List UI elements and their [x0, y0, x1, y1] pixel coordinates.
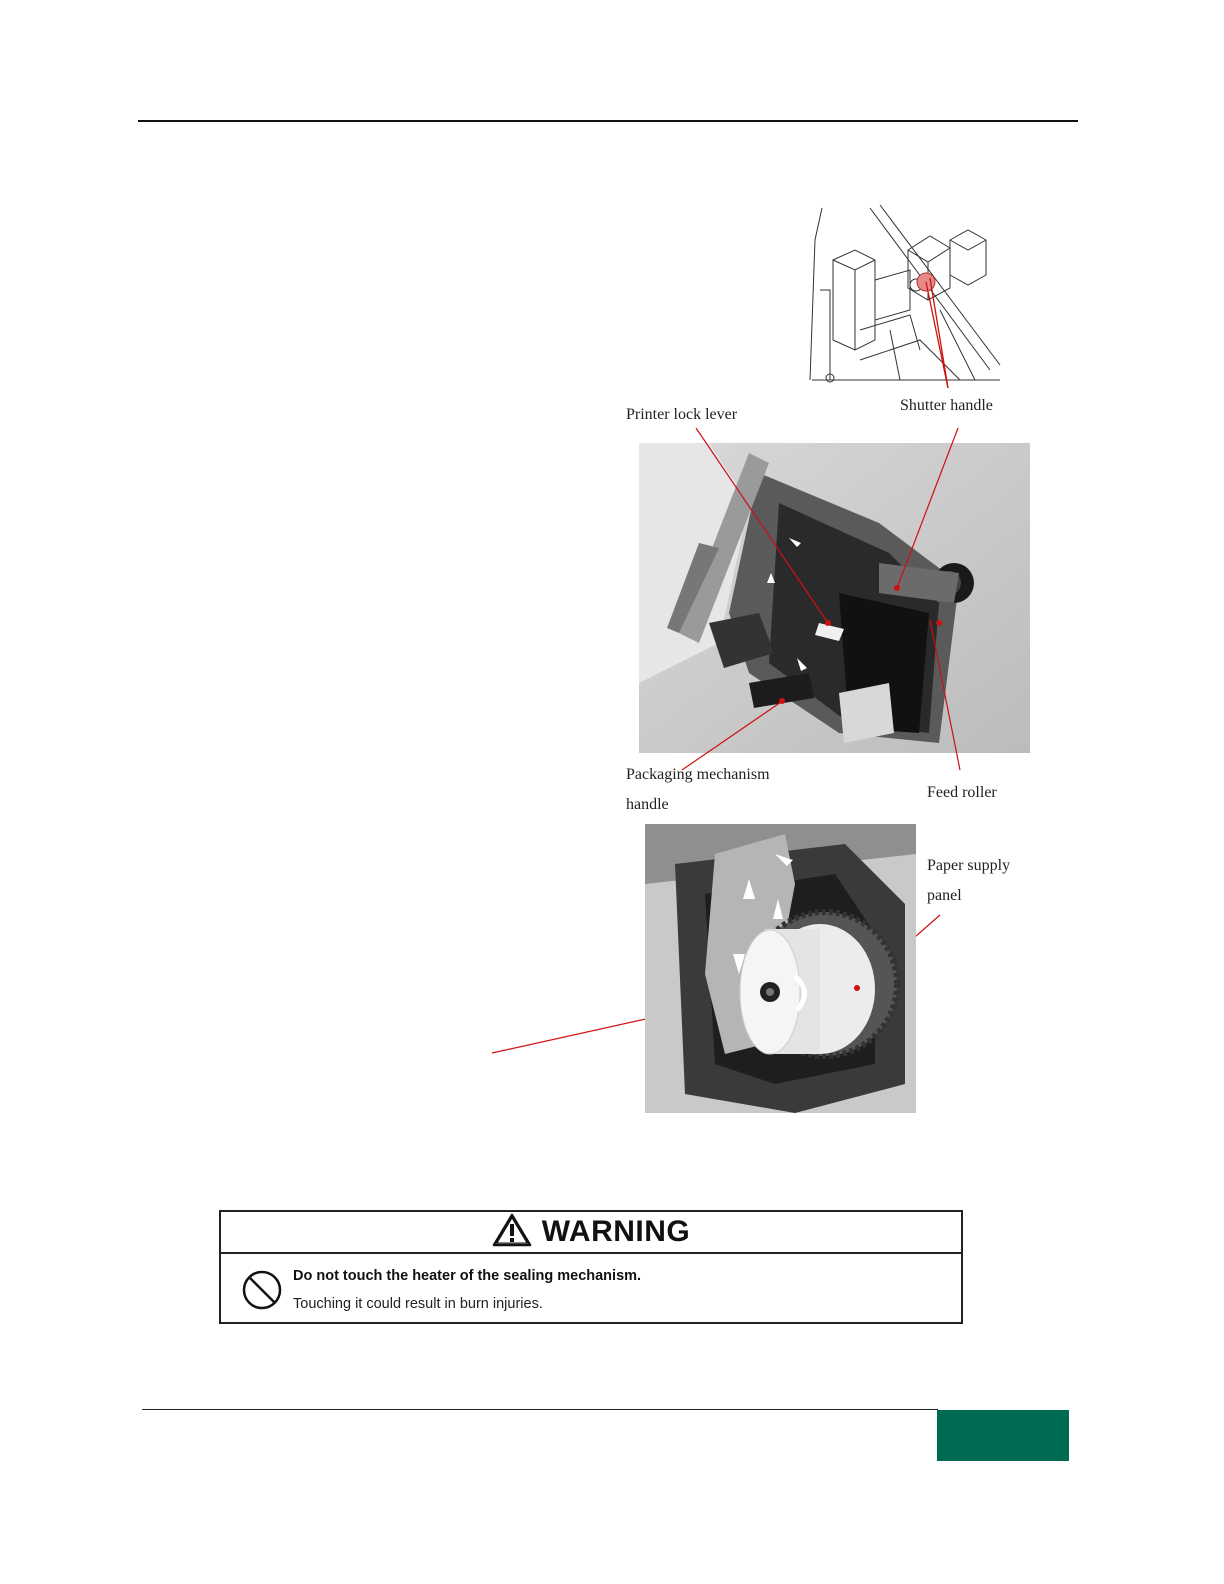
warning-header — [221, 1212, 961, 1254]
no-entry-icon — [241, 1269, 283, 1316]
packaging-mechanism-handle-label-1: Packaging mechanism — [626, 766, 770, 783]
warning-title: WARNING — [541, 1215, 691, 1248]
shutter-handle-label: Shutter handle — [900, 397, 993, 414]
warning-line-1: Do not touch the heater of the sealing mechanism. — [293, 1268, 642, 1284]
paper-roll-photo — [645, 824, 916, 1113]
printer-lock-lever-label: Printer lock lever — [626, 406, 738, 423]
warning-box — [219, 1210, 963, 1324]
paper-supply-panel-label-1: Paper supply — [927, 857, 1011, 874]
feed-roller-label: Feed roller — [927, 784, 997, 801]
warning-triangle-icon — [492, 1213, 532, 1252]
warning-line-2: Touching it could result in burn injuries. — [293, 1296, 543, 1312]
paper-supply-panel-label-2: panel — [927, 887, 962, 904]
packaging-mechanism-handle-label-2: handle — [626, 796, 669, 813]
